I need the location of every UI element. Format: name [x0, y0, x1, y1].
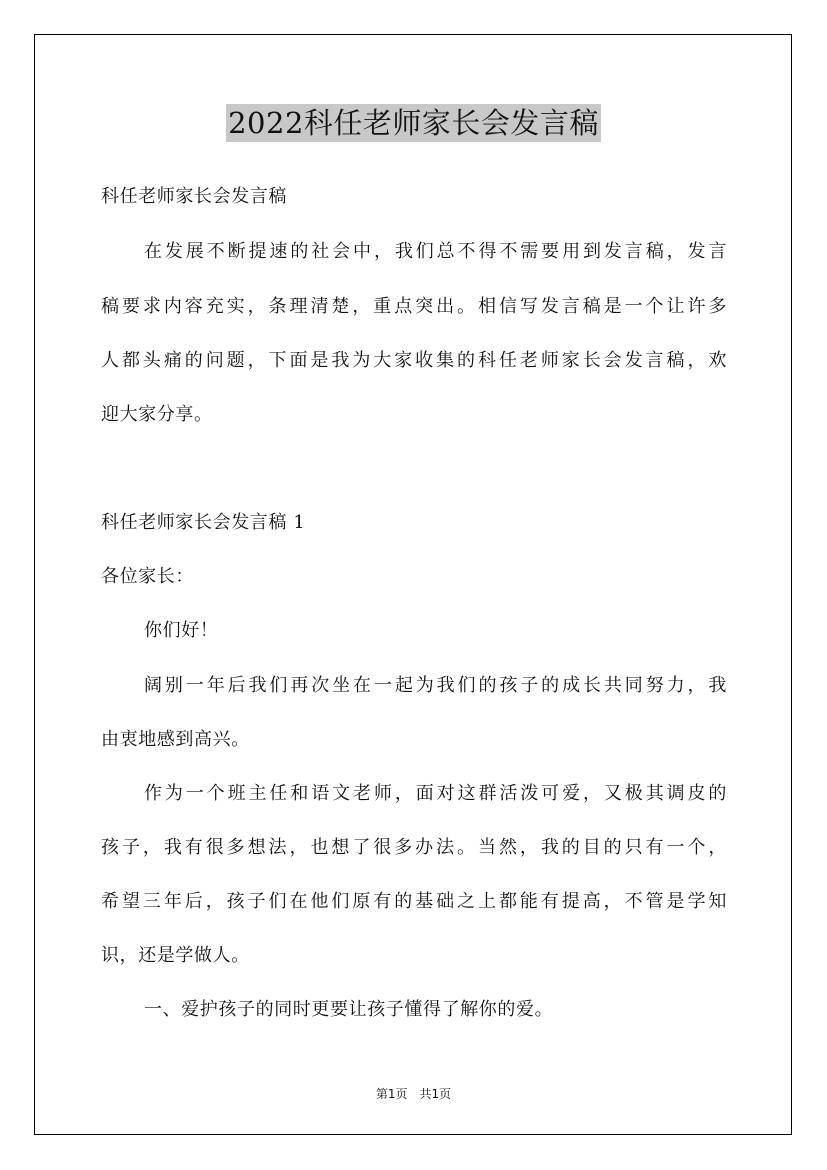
paragraph-3-line-1: 一、爱护孩子的同时更要让孩子懂得了解你的爱。 [144, 999, 554, 1020]
section-heading: 科任老师家长会发言稿 1 [101, 512, 306, 533]
salutation: 各位家长： [101, 566, 194, 587]
greeting: 你们好！ [144, 620, 219, 641]
paragraph-1-line-2: 由衷地感到高兴。 [101, 729, 250, 750]
intro-line-3: 人都头痛的问题，下面是我为大家收集的科任老师家长会发言稿，欢 [101, 350, 727, 371]
title-container [0, 104, 827, 142]
intro-line-2: 稿要求内容充实，条理清楚，重点突出。相信写发言稿是一个让许多 [101, 296, 727, 317]
paragraph-2-line-3: 希望三年后，孩子们在他们原有的基础之上都能有提高，不管是学知 [101, 891, 727, 912]
document-title: 2022科任老师家长会发言稿 [228, 106, 599, 140]
paragraph-2-line-1: 作为一个班主任和语文老师，面对这群活泼可爱，又极其调皮的 [144, 783, 727, 804]
document-subtitle: 科任老师家长会发言稿 [101, 186, 287, 207]
intro-line-4: 迎大家分享。 [101, 404, 213, 425]
intro-line-1: 在发展不断提速的社会中，我们总不得不需要用到发言稿，发言 [144, 241, 727, 262]
paragraph-1-line-1: 阔别一年后我们再次坐在一起为我们的孩子的成长共同努力，我 [144, 675, 727, 696]
page-footer: 第1页 共1页 [375, 1087, 452, 1101]
paragraph-2-line-2: 孩子，我有很多想法，也想了很多办法。当然，我的目的只有一个， [101, 837, 727, 858]
paragraph-2-line-4: 识，还是学做人。 [101, 945, 250, 966]
